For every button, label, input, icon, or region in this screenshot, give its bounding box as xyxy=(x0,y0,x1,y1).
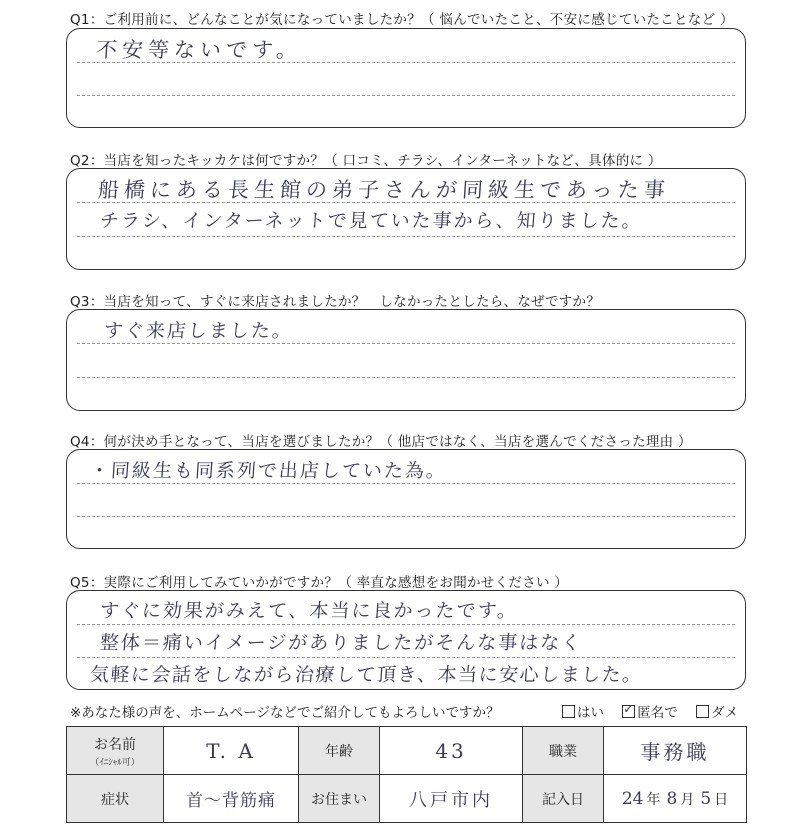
answer-5-line-2: 整体＝痛いイメージがありましたがそんな事はなく xyxy=(99,632,584,654)
date-day: 5 xyxy=(700,788,712,809)
consent-option-anonymous[interactable]: ✓ 匿名で xyxy=(622,705,678,721)
age-label-cell xyxy=(299,727,380,775)
question-3-label: Q3：当店を知って、すぐに来店されましたか？ しなかったとしたら、なぜですか？ xyxy=(70,294,601,310)
answer-4-line-1: ・同級生も同系列で出店していた為。 xyxy=(89,460,448,482)
address-value: 八戸市内 xyxy=(409,789,493,811)
symptom-label-cell xyxy=(67,775,164,823)
name-value-cell xyxy=(164,727,299,775)
symptom-label: 症状 xyxy=(101,791,129,808)
publish-consent-options xyxy=(562,701,752,721)
checked-checkbox-icon xyxy=(622,705,635,718)
address-value-cell xyxy=(380,775,523,823)
name-sub-label: （ｲﾆｼｬﾙ可） xyxy=(90,757,140,768)
job-value: 事務職 xyxy=(640,740,710,764)
year-unit: 年 xyxy=(646,791,661,808)
date-label: 記入日 xyxy=(542,791,584,808)
name-label-cell xyxy=(67,727,164,775)
name-label: お名前 xyxy=(94,736,136,753)
name-value: T. A xyxy=(206,738,256,763)
question-1-label: Q1：ご利用前に、どんなことが気になっていましたか？（ 悩んでいたこと、不安に感じていたことなど ） xyxy=(70,12,734,28)
address-label-cell xyxy=(299,775,380,823)
question-4-label: Q4：何が決め手となって、当店を選びましたか？（ 他店ではなく、当店を選んでくださった理由 ） xyxy=(70,434,692,450)
age-label: 年齢 xyxy=(325,743,353,760)
date-value-cell xyxy=(604,775,747,823)
month-unit: 月 xyxy=(680,791,695,808)
symptom-value-cell xyxy=(164,775,299,823)
question-5-label: Q5：実際にご利用してみていかがですか？（ 率直な感想をお聞かせください ） xyxy=(70,575,569,591)
job-label: 職業 xyxy=(549,743,577,760)
consent-option-yes[interactable]: はい xyxy=(562,705,604,721)
answer-2-line-1: 船橋にある長生館の弟子さんが同級生であった事 xyxy=(97,178,671,202)
date-year: 24 xyxy=(621,788,644,809)
respondent-info-table xyxy=(66,726,747,823)
job-value-cell xyxy=(604,727,747,775)
answer-5-line-3: 気軽に会話をしながら治療して頂き、本当に安心しました。 xyxy=(89,664,644,686)
day-unit: 日 xyxy=(714,791,729,808)
date-month: 8 xyxy=(666,788,678,809)
publish-consent-question: ※あなた様の声を、ホームページなどでご紹介してもよろしいですか？ xyxy=(70,705,500,721)
symptom-value: 首～背筋痛 xyxy=(186,791,276,811)
age-value-cell xyxy=(380,727,523,775)
checkbox-icon xyxy=(562,705,575,718)
answer-2-line-2: チラシ、インターネットで見ていた事から、知りました。 xyxy=(99,210,644,232)
question-2-label: Q2：当店を知ったキッカケは何ですか？（ 口コミ、チラシ、インターネットなど、具体的に ） xyxy=(70,153,662,169)
answer-3-line-1: すぐ来店しました。 xyxy=(103,320,294,342)
answer-1-line-1: 不安等ないです。 xyxy=(95,38,304,62)
answer-5-line-1: すぐに効果がみえて、本当に良かったです。 xyxy=(99,600,519,622)
age-value: 43 xyxy=(435,738,467,763)
date-label-cell xyxy=(523,775,604,823)
address-label: お住まい xyxy=(311,791,367,808)
checkbox-icon xyxy=(696,705,709,718)
job-label-cell xyxy=(523,727,604,775)
consent-option-no[interactable]: ダメ xyxy=(696,705,738,721)
